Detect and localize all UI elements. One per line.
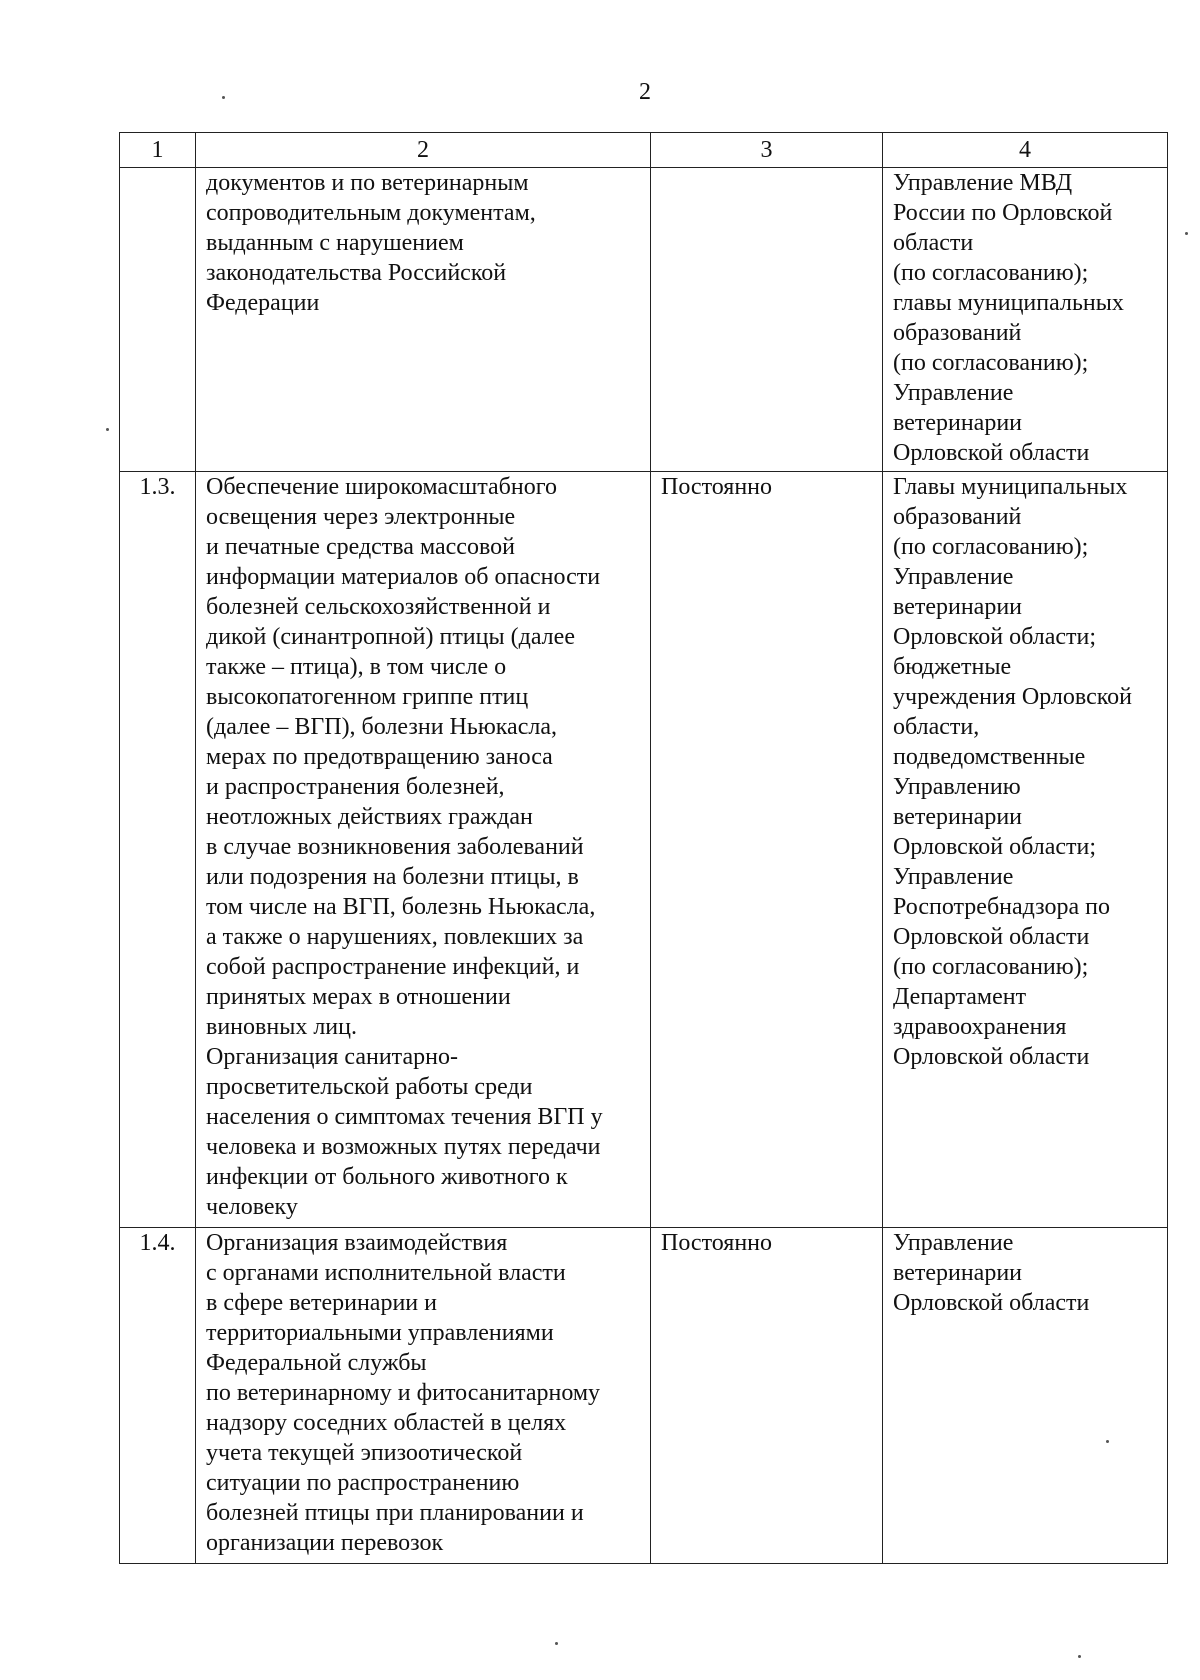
description-line: просветительской работы среди <box>206 1074 533 1100</box>
executor-line: Орловской области <box>893 924 1090 950</box>
description-line: с органами исполнительной власти <box>206 1260 566 1286</box>
description-line: населения о симптомах течения ВГП у <box>206 1104 603 1130</box>
executor-line: Управлению <box>893 774 1021 800</box>
scan-speck <box>1185 232 1188 235</box>
description-line: в случае возникновения заболеваний <box>206 834 584 860</box>
column-header-term: 3 <box>651 133 883 168</box>
description-line: неотложных действиях граждан <box>206 804 533 830</box>
description-line: виновных лиц. <box>206 1014 357 1040</box>
executor-line: Главы муниципальных <box>893 474 1128 500</box>
description-line: организации перевозок <box>206 1530 444 1556</box>
description-line: территориальными управлениями <box>206 1320 554 1346</box>
term-cell <box>651 1228 883 1564</box>
executor-line: Управление МВД <box>893 170 1073 196</box>
executor-line: Управление <box>893 380 1014 406</box>
scan-speck <box>222 96 225 99</box>
row-number: 1.3. <box>139 474 176 500</box>
description-line: выданным с нарушением <box>206 230 464 256</box>
description-line: том числе на ВГП, болезнь Ньюкасла, <box>206 894 596 920</box>
executor-line: Орловской области <box>893 1044 1090 1070</box>
executors-cell <box>883 472 1168 1228</box>
executor-line: образований <box>893 504 1022 530</box>
executor-line: Департамент <box>893 984 1027 1010</box>
executor-line: ветеринарии <box>893 594 1023 620</box>
executor-line: ветеринарии <box>893 410 1023 436</box>
executor-line: здравоохранения <box>893 1014 1067 1040</box>
description-line: Организация санитарно- <box>206 1044 458 1070</box>
row-number-cell <box>120 472 196 1228</box>
scan-speck <box>1106 1440 1109 1443</box>
description-line: Организация взаимодействия <box>206 1230 508 1256</box>
executor-line: области, <box>893 714 980 740</box>
executor-line: образований <box>893 320 1022 346</box>
executor-line: Управление <box>893 864 1014 890</box>
executor-line: области <box>893 230 974 256</box>
description-line: (далее – ВГП), болезни Ньюкасла, <box>206 714 557 740</box>
executor-line: главы муниципальных <box>893 290 1124 316</box>
description-line: законодательства Российской <box>206 260 507 286</box>
description-line: Федерации <box>206 290 320 316</box>
executor-line: Управление <box>893 564 1014 590</box>
executor-line: Орловской области; <box>893 624 1097 650</box>
term-text: Постоянно <box>661 474 773 500</box>
scan-speck <box>555 1642 558 1645</box>
column-header-number: 1 <box>120 133 196 168</box>
description-line: принятых мерах в отношении <box>206 984 511 1010</box>
executor-line: Орловской области; <box>893 834 1097 860</box>
scan-speck <box>1078 1655 1081 1658</box>
description-cell <box>196 1228 651 1564</box>
executor-line: ветеринарии <box>893 804 1023 830</box>
page-number: 2 <box>639 79 651 105</box>
description-line: Федеральной службы <box>206 1350 427 1376</box>
table-header-row <box>120 133 1168 168</box>
executor-line: бюджетные <box>893 654 1012 680</box>
table-row <box>120 472 1168 1228</box>
description-line: Обеспечение широкомасштабного <box>206 474 557 500</box>
executor-line: ветеринарии <box>893 1260 1023 1286</box>
term-cell <box>651 472 883 1228</box>
executor-line: (по согласованию); <box>893 534 1089 560</box>
description-line: инфекции от больного животного к <box>206 1164 568 1190</box>
description-line: сопроводительным документам, <box>206 200 536 226</box>
executor-line: Орловской области <box>893 440 1090 466</box>
description-line: по ветеринарному и фитосанитарному <box>206 1380 601 1406</box>
table-row <box>120 1228 1168 1564</box>
row-number-cell <box>120 168 196 472</box>
executor-line: России по Орловской <box>893 200 1113 226</box>
executors-cell <box>883 168 1168 472</box>
description-line: высокопатогенном гриппе птиц <box>206 684 529 710</box>
executor-line: Роспотребнадзора по <box>893 894 1111 920</box>
measures-table <box>119 132 1168 1564</box>
description-line: и распространения болезней, <box>206 774 505 800</box>
description-line: и печатные средства массовой <box>206 534 515 560</box>
description-line: ситуации по распространению <box>206 1470 520 1496</box>
executor-line: (по согласованию); <box>893 954 1089 980</box>
column-header-description: 2 <box>196 133 651 168</box>
description-line: мерах по предотвращению заноса <box>206 744 553 770</box>
executor-line: Управление <box>893 1230 1014 1256</box>
description-cell <box>196 168 651 472</box>
description-cell <box>196 472 651 1228</box>
description-line: надзору соседних областей в целях <box>206 1410 567 1436</box>
executor-line: Орловской области <box>893 1290 1090 1316</box>
description-line: человека и возможных путях передачи <box>206 1134 601 1160</box>
term-cell <box>651 168 883 472</box>
executor-line: (по согласованию); <box>893 350 1089 376</box>
executor-line: учреждения Орловской <box>893 684 1133 710</box>
term-text: Постоянно <box>661 1230 773 1256</box>
executor-line: (по согласованию); <box>893 260 1089 286</box>
description-line: собой распространение инфекций, и <box>206 954 580 980</box>
table-row <box>120 168 1168 472</box>
description-line: или подозрения на болезни птицы, в <box>206 864 579 890</box>
executors-cell <box>883 1228 1168 1564</box>
description-line: дикой (синантропной) птицы (далее <box>206 624 575 650</box>
description-line: документов и по ветеринарным <box>206 170 529 196</box>
description-line: человеку <box>206 1194 298 1220</box>
column-header-executors: 4 <box>883 133 1168 168</box>
description-line: освещения через электронные <box>206 504 516 530</box>
row-number-cell <box>120 1228 196 1564</box>
description-line: информации материалов об опасности <box>206 564 601 590</box>
description-line: также – птица), в том числе о <box>206 654 507 680</box>
description-line: болезней сельскохозяйственной и <box>206 594 551 620</box>
description-line: болезней птицы при планировании и <box>206 1500 584 1526</box>
description-line: учета текущей эпизоотической <box>206 1440 523 1466</box>
scan-speck <box>106 428 109 431</box>
executor-line: подведомственные <box>893 744 1086 770</box>
description-line: а также о нарушениях, повлекших за <box>206 924 584 950</box>
row-number: 1.4. <box>139 1230 176 1256</box>
description-line: в сфере ветеринарии и <box>206 1290 437 1316</box>
